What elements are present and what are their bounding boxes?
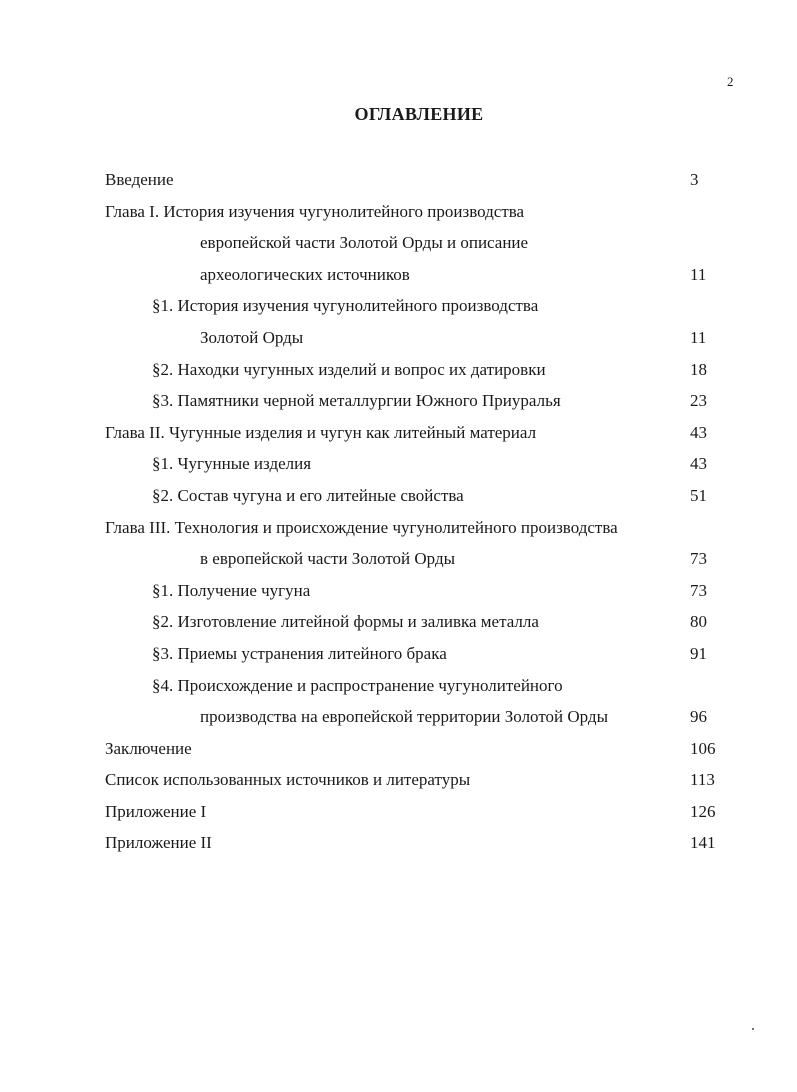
toc-entry-text: европейской части Золотой Орды и описание <box>200 233 529 253</box>
toc-line <box>0 227 797 259</box>
toc-entry-page: 141 <box>690 833 716 853</box>
toc-entry-page: 96 <box>690 707 707 727</box>
toc-line <box>0 670 797 702</box>
toc-entry-text: Введение <box>105 170 174 189</box>
toc-line <box>0 164 797 196</box>
toc-line <box>0 512 797 544</box>
toc-entry-text: Приложение I <box>105 801 207 821</box>
toc-entry-page: 18 <box>690 359 707 379</box>
toc-entry-text: Приложение II <box>105 833 212 853</box>
toc-entry-text: археологических источников <box>200 264 410 284</box>
page-number: 2 <box>727 74 734 89</box>
toc-line <box>0 575 797 607</box>
scan-speck <box>752 1028 754 1030</box>
toc-entry-text: §3. Приемы устранения литейного брака <box>152 643 447 663</box>
toc-entry-page: 91 <box>690 643 707 663</box>
toc-line <box>0 322 797 354</box>
toc-entry-page: 126 <box>690 801 716 821</box>
toc-entry-page: 11 <box>690 264 707 284</box>
toc-entry-text: §2. Находки чугунных изделий и вопрос их датировки <box>152 359 546 379</box>
toc-line <box>0 385 797 417</box>
toc-entry-page: 3 <box>690 170 699 189</box>
toc-entry-text: §1. Чугунные изделия <box>152 454 312 474</box>
toc-entry-page: 23 <box>690 391 707 411</box>
toc-entry-text: Заключение <box>105 738 192 758</box>
toc-line <box>0 543 797 575</box>
toc-entry-text: §4. Происхождение и распространение чугунолитейного <box>152 675 563 695</box>
toc-entry-page: 106 <box>690 738 716 758</box>
toc-entry-page: 73 <box>690 549 707 569</box>
toc-line <box>0 733 797 765</box>
toc-entry-text: производства на европейской территории Золотой Орды <box>200 707 608 727</box>
toc-entry-text: §3. Памятники черной металлургии Южного Приуралья <box>152 391 561 411</box>
toc-entry-text: Список использованных источников и литературы <box>105 770 471 790</box>
toc-entry-page: 80 <box>690 612 707 632</box>
table-of-contents <box>0 164 797 859</box>
toc-entry-text: Глава III. Технология и происхождение чугунолитейного производства <box>105 517 618 537</box>
toc-entry-text: §2. Состав чугуна и его литейные свойства <box>152 485 464 505</box>
toc-entry-page: 113 <box>690 770 715 790</box>
toc-line <box>0 448 797 480</box>
toc-line <box>0 764 797 796</box>
toc-entry-page: 43 <box>690 422 707 442</box>
toc-title: ОГЛАВЛЕНИЕ <box>354 104 484 124</box>
toc-line <box>0 196 797 228</box>
toc-line <box>0 827 797 859</box>
toc-entry-page: 51 <box>690 485 707 505</box>
toc-entry-page: 43 <box>690 454 707 474</box>
toc-entry-text: §1. История изучения чугунолитейного производства <box>152 296 539 316</box>
toc-line <box>0 417 797 449</box>
toc-entry-text: §1. Получение чугуна <box>152 580 311 600</box>
toc-entry-page: 11 <box>690 327 707 347</box>
toc-line <box>0 701 797 733</box>
toc-entry-text: Глава II. Чугунные изделия и чугун как литейный материал <box>105 422 537 442</box>
toc-line <box>0 354 797 386</box>
toc-line <box>0 259 797 291</box>
toc-line <box>0 638 797 670</box>
toc-line <box>0 606 797 638</box>
toc-entry-page: 73 <box>690 580 707 600</box>
toc-entry-text: Золотой Орды <box>200 327 304 347</box>
toc-entry-text: в европейской части Золотой Орды <box>200 549 456 569</box>
toc-line <box>0 796 797 828</box>
toc-line <box>0 480 797 512</box>
toc-entry-text: Глава I. История изучения чугунолитейного производства <box>105 201 525 221</box>
toc-line <box>0 290 797 322</box>
toc-entry-text: §2. Изготовление литейной формы и заливка металла <box>152 612 539 632</box>
